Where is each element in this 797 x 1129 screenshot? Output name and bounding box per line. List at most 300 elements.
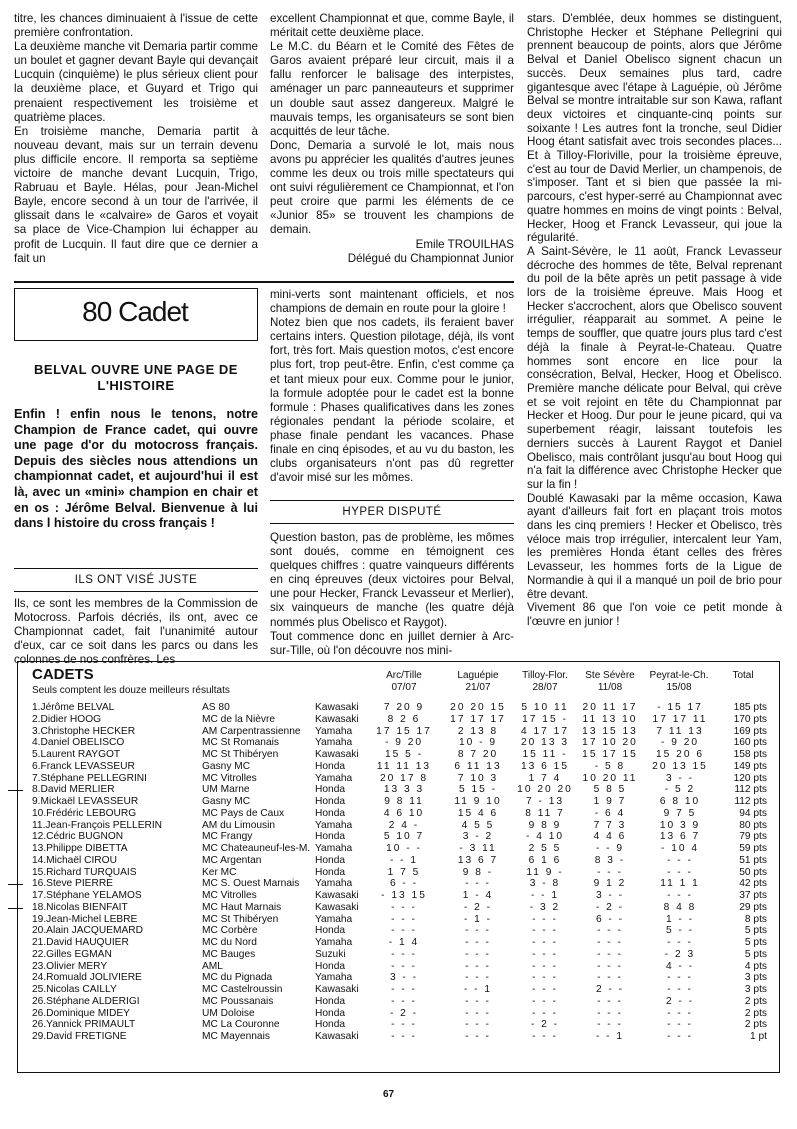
event-result: 7 - 13 [525,796,565,807]
event-result: 4 4 6 [593,831,627,843]
table-subtitle: Seuls comptent les douze meilleurs résultats [32,685,230,696]
rider-club: MC Bauges [202,948,256,960]
table-row [18,808,778,820]
event-result: - - - [532,913,558,925]
event-result: - - 1 [389,854,419,866]
event-result: 8 4 8 [663,901,697,913]
rider-name: 14.Michaël CIROU [32,854,117,866]
event-header [510,670,580,694]
event-result: 4 17 17 [521,725,569,737]
rider-total: 42 pts [739,878,767,890]
rider-make: Honda [315,760,346,772]
rider-make: Honda [315,807,346,819]
event-result: 5 15 - [458,784,498,796]
event-result: - - - [465,937,491,948]
event-header [640,670,718,694]
rider-club: AM du Limousin [202,819,276,831]
event-date: 28/07 [532,682,558,693]
col2-top-text [270,12,514,266]
event-result: - - - [532,937,558,948]
table-row [18,984,778,996]
event-result: - - - [532,1031,558,1042]
rider-club: MC Poussanais [202,995,274,1007]
rider-club: Ker MC [202,866,237,878]
event-result: 20 17 8 [380,772,428,784]
table-row [18,714,778,726]
event-result: - 1 4 [388,937,420,948]
paragraph: La deuxième manche vit Demaria partir comme un boulet et gagner devant Bayle qui devançait Lucquin (cinquième) le plus sérieux client pour la deuxième place, et Guyard et Trigo qui prenaient respectivement les troisième et quatrième places. [14,40,258,124]
event-result: - - - [465,995,491,1007]
event-result: 11 1 1 [660,878,700,890]
rider-make: Honda [315,831,346,843]
event-result: 4 6 10 [383,807,425,819]
rider-make: Yamaha [315,819,353,831]
rider-make: Honda [315,866,346,878]
event-result: - 5 8 [594,760,626,772]
event-result: 8 3 - [594,854,626,866]
rider-make: Kawasaki [315,713,359,725]
rider-name: 18.Nicolas BIENFAIT [32,901,128,913]
event-result: 10 3 9 [659,819,701,831]
col1-top-text [14,12,258,266]
event-result: - - - [532,984,558,995]
event-name: Ste Sévère [585,670,635,681]
table-row [18,737,778,749]
event-result: - - - [667,1031,693,1042]
rider-make: Yamaha [315,878,353,890]
table-row [18,961,778,973]
table-row [18,1008,778,1020]
paragraph: Notez bien que nos cadets, ils feraient baver certains inters. Question pilotage, déjà, ils vont fort, très fort. Mais question motos, c'est encore plus fort, trop peut-être. Enfin, c'est comme ça et tant mieux pour eux. Comme pour le junior, la formule adoptée pour le cadet est la bonne formule : Phases qualificatives dans les zones régionales pendant la période scolaire, et phase finale pendant les vacances. Phase finale en cinq épisodes, et au vu du baston, les clubs organisateurs n'ont pas dû regretter d'avoir misé sur les mômes. [270,316,514,485]
event-result: 13 6 7 [659,831,701,843]
rider-total: 160 pts [733,737,767,749]
rider-total: 5 pts [744,948,767,960]
event-result: - - - [391,925,417,937]
event-result: 3 - 8 [529,878,561,890]
rider-make: Yamaha [315,772,353,784]
rider-name: 29.David FRETIGNE [32,1031,127,1042]
paragraph: excellent Championnat et que, comme Bayle, il méritait cette deuxième place. [270,12,514,40]
event-result: - - - [597,937,623,948]
rider-name: 23.Olivier MERY [32,960,108,972]
table-row [18,949,778,961]
event-result: - 9 20 [660,737,700,749]
rider-make: Honda [315,784,346,796]
rider-total: 4 pts [744,960,767,972]
event-result: - - - [667,890,693,901]
event-result: 3 - - [665,772,695,784]
rider-total: 3 pts [744,972,767,984]
page-number: 67 [383,1089,395,1100]
event-result: - 2 - [389,1007,419,1019]
event-result: 6 - - [595,913,625,925]
rider-name: 10.Frédéric LEBOURG [32,807,137,819]
event-result: - - 1 [595,1031,625,1042]
section-divider [14,281,514,283]
rider-club: UM Doloise [202,1007,255,1019]
event-result: - - - [391,913,417,925]
event-result: 17 15 17 [376,725,432,737]
paragraph: Vivement 86 que l'on voie ce petit monde à l'œuvre en junior ! [527,601,782,628]
event-result: 2 13 8 [457,725,499,737]
rider-total: 170 pts [733,713,767,725]
signature-name: Emile TROUILHAS [415,237,514,251]
rider-name: 7.Stéphane PELLEGRINI [32,772,147,784]
subhead-rule [14,591,258,592]
paragraph: Doublé Kawasaki par la même occasion, Kawa ayant d'ailleurs fait fort en plaçant trois motos dans les cinq premiers ! Hecker et Obelisco, très véloce mais trop irrégulier, intercalent leur Yam, les premières Honda étant celles des frères Levasseur, les hommes forts de la Ligue de Normandie à qui il a manqué un poil de brio pour être devant. [527,491,782,601]
event-result: - - - [532,972,558,984]
event-result: 9 8 9 [528,819,562,831]
event-result: 1 7 4 [528,772,562,784]
event-result: - - - [532,1007,558,1019]
rider-total: 51 pts [739,854,767,866]
event-result: - 2 - [463,901,493,913]
event-date: 21/07 [465,682,491,693]
rider-club: MC Vitrolles [202,772,257,784]
event-result: - - - [597,948,623,960]
rider-total: 185 pts [733,702,767,713]
rider-name: 19.Jean-Michel LEBRE [32,913,138,925]
event-header [372,670,436,694]
rider-club: MC Castelroussin [202,984,283,995]
rider-total: 59 pts [739,843,767,854]
rider-name: 2.Didier HOOG [32,713,102,725]
rider-make: Honda [315,796,346,807]
rider-club: MC Vitrolles [202,890,257,901]
event-result: 5 8 5 [593,784,627,796]
rider-club: MC Haut Marnais [202,901,282,913]
event-result: 11 9 10 [454,796,502,807]
paragraph: Tout commence donc en juillet dernier à Arc-sur-Tille, où l'on découvre nos mini- [270,629,514,657]
table-row [18,796,778,808]
signature-role: Délégué du Championnat Junior [347,251,514,265]
margin-mark [8,884,23,885]
table-row [18,937,778,949]
rider-name: 26.Dominique MIDEY [32,1007,130,1019]
table-row [18,773,778,785]
event-result: 1 - - [665,913,695,925]
rider-make: Yamaha [315,972,353,984]
rider-club: MC St Thibéryen [202,913,279,925]
rider-name: 15.Richard TURQUAIS [32,866,137,878]
paragraph: Question baston, pas de problème, les mômes sont doués, comme en témoignent ces quelques chiffres : quatre vainqueurs différents en cinq épreuves (deux victoires pour Belval, une pour Hecker, Franck Levasseur et Merlier), six vainqueurs de manche (les quatre déjà nommés plus Obelisco et Raygot). [270,531,514,629]
event-result: 10 - 9 [458,737,498,749]
event-result: - - - [667,984,693,995]
rider-name: 22.Gilles EGMAN [32,948,112,960]
event-result: - - - [667,1019,693,1031]
rider-club: MC du Pignada [202,972,273,984]
event-date: 07/07 [391,682,417,693]
event-result: 7 10 3 [457,772,499,784]
rider-total: 80 pts [739,819,767,831]
event-result: - - - [667,866,693,878]
event-result: - - - [465,878,491,890]
event-result: 10 20 11 [582,772,638,784]
event-result: 15 20 6 [656,749,704,760]
event-result: - - - [597,972,623,984]
event-result: 7 7 3 [593,819,627,831]
event-result: - - 9 [595,843,625,854]
event-result: 9 1 2 [593,878,627,890]
subhead-rule [270,500,514,501]
event-name: Laguépie [457,670,499,681]
event-result: - - - [465,948,491,960]
event-result: 9 8 11 [384,796,424,807]
rider-make: Suzuki [315,948,346,960]
event-result: - - - [597,1019,623,1031]
rider-total: 37 pts [739,890,767,901]
table-row [18,925,778,937]
event-result: 13 6 7 [457,854,499,866]
rider-total: 8 pts [744,913,767,925]
table-row [18,996,778,1008]
subhead-rule [270,523,514,524]
table-row [18,749,778,761]
event-name: Peyrat-le-Ch. [649,670,709,681]
rider-name: 8.David MERLIER [32,784,115,796]
event-result: - - - [667,937,693,948]
rider-club: MC Pays de Caux [202,807,285,819]
event-result: - - - [391,1019,417,1031]
event-result: 15 4 6 [457,807,499,819]
event-result: - - - [532,960,558,972]
event-result: - - - [391,1031,417,1042]
event-date: 11/08 [597,682,623,693]
rider-name: 25.Nicolas CAILLY [32,984,117,995]
subhead-hyper-dispute: HYPER DISPUTÉ [342,506,442,518]
lead-paragraph: Enfin ! enfin nous le tenons, notre Champion de France cadet, qui ouvre une page d'or du motocross français. Depuis des siècles nous attendions un championnat cadet, et aujourd'hui il est là, avec un «mini» champion en chair et en os : Jérôme Belval. Bienvenue à lui dans l histoire du cross français ! [14,407,258,531]
event-result: 5 10 7 [383,831,425,843]
rider-make: Yamaha [315,913,353,925]
table-row [18,878,778,890]
rider-club: MC du Nord [202,937,257,948]
rider-club: AML [202,960,223,972]
event-result: 11 9 - [526,866,564,878]
event-result: 6 1 6 [528,854,562,866]
event-result: 15 17 15 [582,749,638,760]
table-row [18,914,778,926]
event-result: - 1 - [463,913,493,925]
rider-name: 20.Alain JACQUEMARD [32,925,143,937]
event-result: - - - [465,1031,491,1042]
subhead-rule [14,568,258,569]
event-result: - - - [465,960,491,972]
event-result: 3 - - [595,890,625,901]
event-result: 6 11 13 [454,760,502,772]
event-result: - - - [667,1007,693,1019]
table-row [18,784,778,796]
table-row [18,843,778,855]
rider-name: 26.Yannick PRIMAULT [32,1019,136,1031]
rider-total: 112 pts [734,796,767,807]
rider-total: 29 pts [739,901,767,913]
table-row [18,1031,778,1043]
event-result: 8 2 6 [387,713,421,725]
event-date: 15/08 [666,682,692,693]
rider-name: 16.Steve PIERRE [32,878,113,890]
rider-name: 6.Franck LEVASSEUR [32,760,135,772]
event-result: - - - [465,972,491,984]
event-result: 2 - - [595,984,625,995]
event-result: - 13 15 [381,890,427,901]
rider-make: Honda [315,1019,346,1031]
rider-club: Gasny MC [202,796,251,807]
event-result: 13 15 13 [582,725,638,737]
event-result: - 10 4 [660,843,700,854]
paragraph: Le M.C. du Béarn et le Comité des Fêtes de Garos avaient préparé leur circuit, mais il a fallu renforcer le balisage des interpistes, aménager un parc panneauteurs et supprimer un double saut assez dangereux. Malgré le mauvais temps, les organisateurs se sont bien acquittés de leur tâche. [270,40,514,138]
table-row [18,702,778,714]
table-row [18,890,778,902]
rider-make: Honda [315,925,346,937]
rider-club: Gasny MC [202,760,251,772]
table-row [18,820,778,832]
total-header: Total [732,670,754,681]
table-row [18,867,778,879]
paragraph: A Saint-Sévère, le 11 août, Franck Levasseur décroche des hommes de tête, Belval reprenant du poil de la bête après un petit passage à vide lors de la troisième épreuve. Mais Hoog et Hecker s'accrochent, alors que Obelisco souvent irrégulier, réapparait au sommet. A peine le temps de souffler, que quatre jours plus tard c'est déjà la finale à Peyrat-le-Chateau. Quatre hommes sont encore en lice pour la consécration, Belval, Hecker, Hoog et Obelisco. Première manche délicate pour Belval, qui crève et se voit rejoint en tête du Championnat par Hecker et Hoog. Dur pour le jeune picard, qui va superbement réagir, laissant toutefois les derniers succès à Laurent Raygot et Daniel Obelisco, mais contrôlant jusqu'au bout Hoog qui n'a fait la différence avec Christophe Hecker que sur la fin ! [527,244,782,491]
rider-name: 13.Philippe DIBETTA [32,843,128,854]
rider-make: Honda [315,854,346,866]
event-result: - - - [532,948,558,960]
rider-name: 12.Cédric BUGNON [32,831,124,843]
event-result: 20 11 17 [582,702,638,713]
rider-name: 3.Christophe HECKER [32,725,136,737]
rider-make: Kawasaki [315,749,359,760]
rider-club: MC Frangy [202,831,253,843]
event-result: - 15 17 [657,702,703,713]
rider-name: 26.Stéphane ALDERIGI [32,995,140,1007]
rider-make: Honda [315,995,346,1007]
event-result: 6 8 10 [659,796,701,807]
event-result: - - - [667,854,693,866]
event-result: 2 5 5 [528,843,562,854]
event-name: Arc/Tille [386,670,422,681]
rider-total: 5 pts [744,937,767,948]
margin-mark [8,908,23,909]
rider-club: MC Corbère [202,925,258,937]
event-result: 10 20 20 [517,784,573,796]
event-result: - - - [597,1007,623,1019]
event-result: - - - [391,901,417,913]
event-result: 1 7 5 [387,866,421,878]
rider-total: 3 pts [744,984,767,995]
rider-total: 2 pts [744,995,767,1007]
rider-club: MC St Thibéryen [202,749,279,760]
rider-name: 9.Mickaël LEVASSEUR [32,796,139,807]
event-result: 10 - - [386,843,422,854]
event-result: 7 20 9 [383,702,425,713]
event-result: - 3 2 [529,901,561,913]
event-result: - 3 11 [459,843,497,854]
rider-total: 2 pts [744,1019,767,1031]
event-result: - 2 - [530,1019,560,1031]
event-result: 2 - - [665,995,695,1007]
rider-total: 94 pts [739,807,767,819]
rider-total: 2 pts [744,1007,767,1019]
rider-total: 149 pts [733,760,767,772]
event-result: - - 1 [463,984,493,995]
event-result: 5 - - [665,925,695,937]
event-result: - 9 20 [384,737,424,749]
event-result: 17 15 - [522,713,568,725]
event-result: - - - [532,925,558,937]
rider-total: 79 pts [739,831,767,843]
event-result: 11 13 10 [582,713,638,725]
event-result: - - - [597,960,623,972]
headline: BELVAL OUVRE UNE PAGE DE L'HISTOIRE [34,362,238,393]
rider-make: Kawasaki [315,984,359,995]
event-result: - - - [597,925,623,937]
paragraph: titre, les chances diminuaient à l'issue de cette première confrontation. [14,12,258,40]
event-result: - - - [391,960,417,972]
event-result: 3 - - [389,972,419,984]
table-row [18,761,778,773]
event-result: 20 13 3 [521,737,569,749]
subhead-ils-ont-vise-juste: ILS ONT VISÉ JUSTE [74,574,198,586]
event-result: 9 7 5 [663,807,697,819]
rider-name: 21.David HAUQUIER [32,937,129,948]
event-result: 4 - - [665,960,695,972]
table-row [18,1019,778,1031]
table-row [18,726,778,738]
rider-name: 4.Daniel OBELISCO [32,737,125,749]
event-result: 13 3 3 [383,784,425,796]
section-title: 80 Cadet [82,296,188,327]
event-result: 1 - 4 [462,890,494,901]
rider-club: MC Mayennais [202,1031,270,1042]
event-result: - - - [465,925,491,937]
rider-name: 24.Romuald JOLIVIERE [32,972,142,984]
rider-club: AM Carpentrassienne [202,725,301,737]
rider-make: Kawasaki [315,890,359,901]
event-result: 6 - - [389,878,419,890]
rider-make: Yamaha [315,843,353,854]
rider-name: 1.Jérôme BELVAL [32,702,115,713]
event-result: - - - [597,995,623,1007]
rider-make: Honda [315,960,346,972]
event-result: 1 9 7 [593,796,627,807]
event-name: Tilloy-Flor. [522,670,568,681]
event-result: - - 1 [530,890,560,901]
event-result: 15 5 - [384,749,424,760]
rider-total: 120 pts [733,772,767,784]
event-result: - - - [391,948,417,960]
rider-make: Yamaha [315,737,353,749]
event-result: 13 6 15 [521,760,569,772]
paragraph: mini-verts sont maintenant officiels, et nos champions de demain en route pour la gloire ! [270,288,514,316]
event-result: 4 5 5 [461,819,495,831]
col1-bottom-text: Ils, ce sont les membres de la Commission de Motocross. Parfois décriés, ils ont, avec ce Championnat cadet, fait l'unanimité autour d'eux, car ce soit dans les parcs ou dans les colonnes de nos confrères. Les [14,597,258,667]
event-result: - - - [532,995,558,1007]
rider-make: Yamaha [315,937,353,948]
results-table [17,661,780,1073]
paragraph: stars. D'emblée, deux hommes se distinguent, Christophe Hecker et Stéphane Pellegrini qui prennent beaucoup de points, alors que Jérôme Belval et Daniel Obelisco signent chacun un succès. Deux semaines plus tard, cadre gigantesque avec l'étape à Laguépie, où Jérôme Belval se montre intraitable sur son Kawa, raflant deux victoires et cinquante-cinq points sur soixante ! Les autres font la tronche, seul Didier Hoog étant satisfait avec trois secondes places... Et à Tilloy-Floriville, pour la troisième épreuve, c'est au tour de David Merlier, un champenois, de s'imposer. Tant et si bien que passée la mi-parcours, c'est hyper-serré au Championnat avec quatre hommes en moins de vingt points : Belval, Hecker, Hoog et Franck Levasseur, qui joue la régularité. [527,12,782,245]
event-result: 20 20 15 [450,702,506,713]
rider-make: Kawasaki [315,702,359,713]
rider-total: 1 pt [750,1031,767,1042]
event-result: 17 17 17 [450,713,506,725]
rider-club: MC Chateauneuf-les-M. [202,843,311,854]
event-result: 17 10 20 [582,737,638,749]
rider-name: 17.Stéphane YELAMOS [32,890,142,901]
event-result: 15 11 - [522,749,568,760]
col3-text [527,12,782,629]
rider-club: MC St Romanais [202,737,279,749]
rider-total: 169 pts [733,725,767,737]
event-result: 2 4 - [388,819,420,831]
event-result: - - - [391,984,417,995]
event-result: 17 17 11 [652,713,708,725]
table-title: CADETS [32,666,94,683]
